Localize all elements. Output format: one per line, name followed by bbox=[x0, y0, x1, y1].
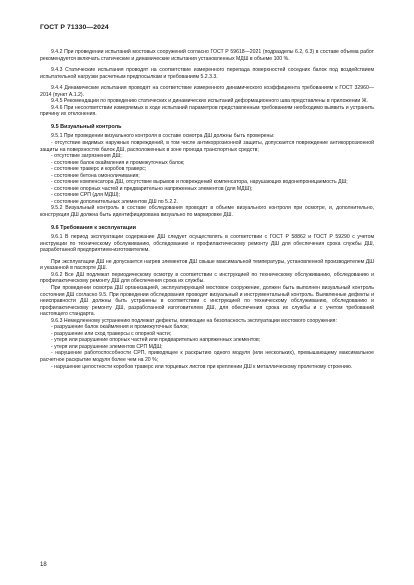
list-item: - утеря или разрушение опорных частей или предварительно напряженных элементов; bbox=[51, 337, 261, 344]
page-number: 18 bbox=[40, 562, 47, 568]
list-item: - состояние опорных частей и предварительно напряженных элементов (для МДШ); bbox=[51, 185, 253, 192]
list-item: - состояние бетона омоноличивания; bbox=[51, 172, 140, 179]
list-item: - состояние компенсатора ДШ, отсутствие вырывов и повреждений компенсатора, нарушающих водонепроницаемость ДШ; bbox=[51, 179, 348, 186]
list-item: - отсутствие загрязнения ДШ; bbox=[51, 153, 122, 160]
paragraph: При проведении осмотра ДШ организацией, эксплуатирующей мостовое сооружение, должен быть выполнен визуальный контроль состояния ДШ согласно 9.5. При проведении обследования проводят визуальный и инструментальный контроль. Выявленные дефекты и неисправности ДШ должны быть устранены в соответствии с инструкцией по техническому обслуживанию, обследованию и профилактическому ремонту ДШ, разработанной изготовителем ДШ, для обеспечения срока их службы и с учетом требований настоящего стандарта. bbox=[40, 284, 374, 318]
list-item: - состояние траверс и коробов траверс; bbox=[51, 166, 147, 173]
paragraph: 9.4.6 При несоответствии измеряемых в ходе испытаний параметров представленным требованиям необходимо выявить и устранить причину их отклонения. bbox=[40, 104, 374, 118]
paragraph: 9.5.2 Визуальный контроль в составе обследования проводят в объеме визуального контроля при осмотре, и, дополнительно, конструкция ДШ должна быть идентифицирована визуально по маркировке ДШ. bbox=[40, 205, 374, 219]
paragraph: 9.6.3 Немедленному устранению подлежат дефекты, влияющие на безопасность эксплуатации мостового сооружения: bbox=[51, 317, 337, 324]
list-item: - состояние дополнительных элементов ДШ по 5.2.2. bbox=[51, 198, 178, 205]
list-item: - отсутствие видимых наружных повреждений, в том числе антикоррозионной защиты, допускается повреждение антикоррозионной защиты на поверхностях балок ДШ, расположенных в зоне проезда транспортных средств; bbox=[40, 140, 374, 153]
paragraph: При эксплуатации ДШ не допускается нагрев элементов ДШ свыше максимальной температуры, установленной производителем ДШ и указанной в паспорте ДШ. bbox=[40, 258, 374, 272]
list-item: - состояние СРП (для МДШ); bbox=[51, 192, 120, 199]
list-item: - нарушение целостности коробов траверс или торцевых листов при креплении ДШ к металлическому пролетному строению. bbox=[51, 363, 353, 370]
standard-header: ГОСТ Р 71330—2024 bbox=[40, 24, 109, 31]
section-heading: 9.6 Требования к эксплуатации bbox=[51, 224, 136, 231]
paragraph: 9.4.4 Динамические испытания проводят на соответствие измеренного динамического коэффициента требованиям к ГОСТ 32960—2014 (пункт А.1.2). bbox=[40, 85, 374, 98]
paragraph: 9.5.1 При проведении визуального контроля в составе осмотра ДШ должны быть проверены: bbox=[51, 133, 275, 140]
list-item: - разрушение балок окаймления и промежуточных балок; bbox=[51, 324, 189, 331]
paragraph: 9.6.1 В период эксплуатации содержание ДШ следует осуществлять в соответствии с ГОСТ Р 58862 и ГОСТ Р 59290 с учетом инструкции по техническому обслуживанию, обследованию и профилактическому ремонту ДШ для обеспечения срока службы ДШ, разработанной предприятием-изготовителем. bbox=[40, 234, 374, 254]
list-item: - состояние балок окаймления и промежуточных балок; bbox=[51, 159, 185, 166]
list-item: - разрушение или сход траверсы с опорной части; bbox=[51, 330, 172, 337]
section-heading: 9.5 Визуальный контроль bbox=[51, 123, 122, 130]
paragraph: 9.4.2 При проведении испытаний мостовых сооружений согласно ГОСТ Р 59618—2021 (подразделы 6.2, 6.3) в составе объема работ рекомендуется включать статические и динамические испытания установленных МДШ в объеме 100 %. bbox=[40, 49, 374, 62]
paragraph: 9.4.3 Статические испытания проводят на соответствие измеренного перепада поверхностей соседних балок под воздействием испытательной нагрузки расчетным предпосылкам и требованиям 5.2.3.3. bbox=[40, 67, 374, 80]
paragraph: 9.4.5 Рекомендации по проведению статических и динамических испытаний деформационного шва представлены в приложении Ж. bbox=[51, 98, 368, 105]
list-item: - утеря или разрушение элементов СРП МДШ; bbox=[51, 343, 163, 350]
list-item: - нарушение работоспособности СРП, приводящее к раскрытию одного модуля (или нескольких), превышающему максимальное расчетное раскрытие модуля более чем на 20 %; bbox=[40, 350, 374, 363]
paragraph: 9.6.2 Все ДШ подлежат периодическому осмотру в соответствии с инструкцией по техническому обслуживанию, обследованию и профилактическому ремонту ДШ для обеспечения срока их службы. bbox=[40, 271, 374, 285]
document-body bbox=[40, 49, 374, 370]
